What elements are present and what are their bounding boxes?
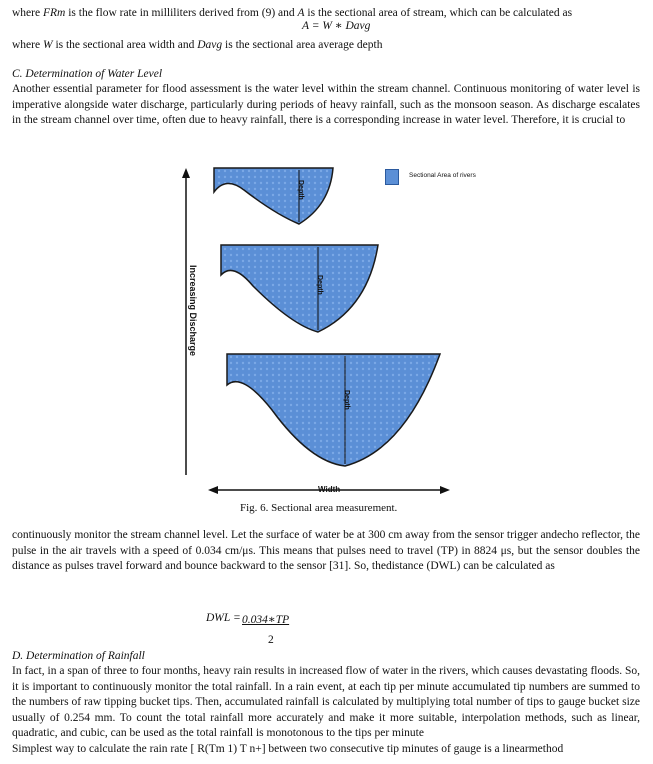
- arrow-left-icon: [208, 486, 218, 494]
- depth-label-3: Depth: [343, 390, 350, 410]
- section-d-heading: D. Determination of Rainfall: [12, 650, 145, 662]
- symbol-frm: FRm: [42, 7, 66, 19]
- sectional-area-figure: [170, 160, 490, 510]
- text: is the flow rate in milliliters derived from (9) and: [65, 7, 298, 19]
- symbol-davg: Davg: [197, 39, 223, 51]
- width-label: Width: [318, 485, 341, 494]
- symbol-w: W: [42, 39, 53, 51]
- increasing-discharge-label: Increasing Discharge: [188, 265, 198, 357]
- intro-line-2: [12, 38, 382, 52]
- text: is the sectional area of stream, which can be calculated as: [304, 7, 573, 19]
- section-d-paragraph: In fact, in a span of three to four months, heavy rain results in increased flow of water in the rivers, which causes devastating floods. So, it is important to continuously monitor the total rainfall. In a rain event, at each tip per minute accumulated tip numbers are summed to the numbers of raw tipping bucket tips. Then, accumulated rainfall is calculated by multiplying total number of tips to gauge bucket size usually of 0.254 mm. To count the total rainfall more accurately and make it more suitable, interpolation methods, such as linear, quadratic, and cubic, can be used as the total rainfall is monotonous to the tips per minute: [12, 665, 640, 739]
- equation-dwl-numerator: 0.034∗TP: [242, 614, 290, 626]
- intro-line-1: [12, 6, 572, 20]
- text: is the sectional area average depth: [222, 39, 383, 51]
- equation-area: A = W ∗ Davg: [302, 20, 371, 32]
- river-section-large: [227, 354, 440, 466]
- equation-dwl-denominator: 2: [268, 634, 274, 646]
- legend-swatch: [385, 169, 399, 185]
- figure-caption: Fig. 6. Sectional area measurement.: [240, 502, 398, 514]
- continuation-paragraph: continuously monitor the stream channel level. Let the surface of water be at 300 cm away from the sensor trigger andecho reflector, the pulse in the air travels with a speed of 0.034 cm/μs. This means that pulses need to travel (TP) in 8824 μs, but the sensor doubles the distance as pulses travel forward and bounce backward to the sensor [31]. So, thedistance (DWL) can be calculated as: [12, 529, 640, 572]
- river-section-small: [214, 168, 333, 224]
- text: is the sectional area width and: [52, 39, 198, 51]
- river-section-medium: [221, 245, 378, 332]
- equation-dwl-lhs: DWL =: [206, 612, 241, 624]
- text: where: [12, 39, 43, 51]
- depth-label-1: Depth: [297, 180, 304, 200]
- depth-label-2: Depth: [316, 275, 323, 295]
- symbol-a: A: [297, 7, 305, 19]
- arrow-right-icon: [440, 486, 450, 494]
- arrow-up-icon: [182, 168, 190, 178]
- section-c-heading: C. Determination of Water Level: [12, 68, 163, 80]
- section-d-last-line: Simplest way to calculate the rain rate [ R(Tm 1) T n+] between two consecutive tip minutes of gauge is a linearmethod: [12, 743, 564, 755]
- text: where: [12, 7, 43, 19]
- legend-label: Sectional Area of rivers: [409, 172, 476, 179]
- section-c-paragraph: Another essential parameter for flood assessment is the water level within the stream channel. Continuous monitoring of water level is imperative alongside water discharge, particularly during periods of heavy rainfall, such as the monsoon season. As discharge escalates in the stream channel over time, often due to heavy rainfall, there is a corresponding increase in water level. Therefore, it is crucial to: [12, 83, 640, 126]
